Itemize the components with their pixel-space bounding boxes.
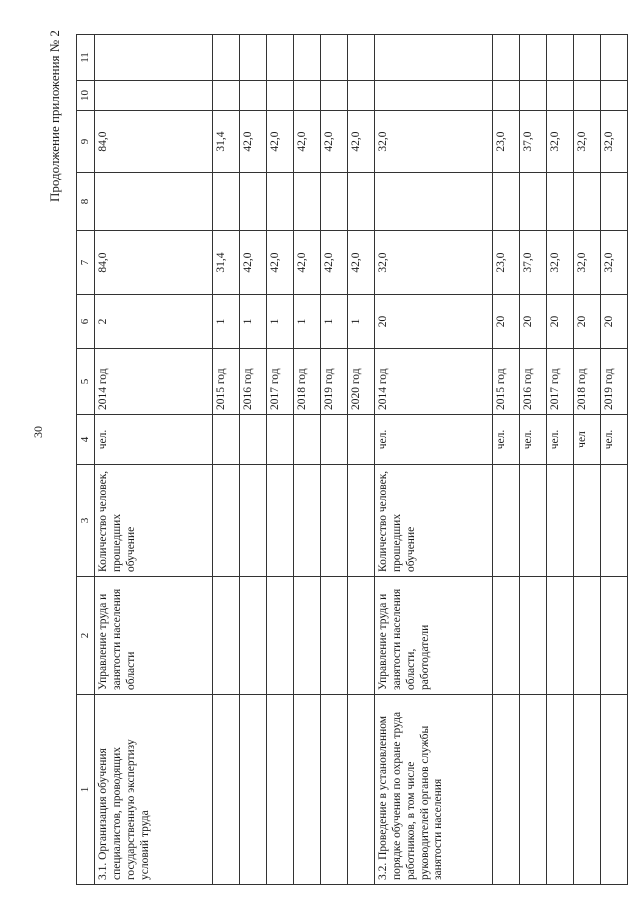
regional-budget-cell: 42,0: [240, 111, 267, 173]
federal-budget-cell: [493, 173, 520, 231]
total-amount-cell: 84,0: [95, 231, 213, 295]
total-amount-cell: 31,4: [213, 231, 240, 295]
quantity-cell: 1: [213, 295, 240, 349]
unit-cell: чел.: [547, 415, 574, 465]
total-amount-cell: 32,0: [375, 231, 493, 295]
quantity-cell: 1: [267, 295, 294, 349]
activity-cell-empty: [321, 695, 348, 885]
activity-cell-empty: [348, 695, 375, 885]
quantity-cell: 1: [294, 295, 321, 349]
local-budget-cell: [213, 81, 240, 111]
executor-cell-empty: [601, 577, 628, 695]
year-cell: 2020 год: [348, 349, 375, 415]
table-row: [520, 35, 547, 885]
page-number: 30: [31, 426, 45, 438]
unit-cell: чел.: [493, 415, 520, 465]
federal-budget-cell: [348, 173, 375, 231]
executor-cell-empty: [321, 577, 348, 695]
quantity-cell: 1: [240, 295, 267, 349]
total-amount-cell: 42,0: [240, 231, 267, 295]
total-amount-cell: 37,0: [520, 231, 547, 295]
year-cell: 2015 год: [213, 349, 240, 415]
indicator-cell-empty: [267, 465, 294, 577]
unit-cell: чел: [574, 415, 601, 465]
indicator-cell-empty: [493, 465, 520, 577]
total-amount-cell: 42,0: [321, 231, 348, 295]
indicator-cell-empty: [574, 465, 601, 577]
local-budget-cell: [267, 81, 294, 111]
other-sources-cell: [348, 35, 375, 81]
executor-cell-empty: [574, 577, 601, 695]
table-row: [240, 35, 267, 885]
unit-cell: [267, 415, 294, 465]
local-budget-cell: [375, 81, 493, 111]
table-row: [375, 35, 493, 885]
executor-cell-empty: [348, 577, 375, 695]
other-sources-cell: [95, 35, 213, 81]
quantity-cell: 2: [95, 295, 213, 349]
indicator-cell-empty: [321, 465, 348, 577]
column-number: 10: [77, 81, 95, 111]
year-cell: 2018 год: [294, 349, 321, 415]
unit-cell: чел.: [520, 415, 547, 465]
regional-budget-cell: 37,0: [520, 111, 547, 173]
executor-cell-empty: [213, 577, 240, 695]
executor-cell: Управление труда и занятости населения области, работодатели: [375, 577, 493, 695]
table-row: [547, 35, 574, 885]
executor-cell-empty: [267, 577, 294, 695]
year-cell: 2019 год: [601, 349, 628, 415]
activity-cell-empty: [493, 695, 520, 885]
quantity-cell: 20: [520, 295, 547, 349]
local-budget-cell: [574, 81, 601, 111]
indicator-cell-empty: [348, 465, 375, 577]
local-budget-cell: [520, 81, 547, 111]
local-budget-cell: [493, 81, 520, 111]
total-amount-cell: 42,0: [267, 231, 294, 295]
indicator-cell-empty: [547, 465, 574, 577]
local-budget-cell: [294, 81, 321, 111]
executor-cell-empty: [240, 577, 267, 695]
table-row: [321, 35, 348, 885]
column-number-row: [77, 35, 95, 885]
regional-budget-cell: 84,0: [95, 111, 213, 173]
table-row: [574, 35, 601, 885]
other-sources-cell: [574, 35, 601, 81]
activity-cell-empty: [547, 695, 574, 885]
regional-budget-cell: 42,0: [321, 111, 348, 173]
unit-cell: [213, 415, 240, 465]
activity-cell-empty: [574, 695, 601, 885]
activity-cell-empty: [294, 695, 321, 885]
year-cell: 2016 год: [520, 349, 547, 415]
column-number: 4: [77, 415, 95, 465]
federal-budget-cell: [547, 173, 574, 231]
other-sources-cell: [213, 35, 240, 81]
other-sources-cell: [375, 35, 493, 81]
table-row: [95, 35, 213, 885]
indicator-cell-empty: [240, 465, 267, 577]
column-number: 5: [77, 349, 95, 415]
unit-cell: [348, 415, 375, 465]
total-amount-cell: 23,0: [493, 231, 520, 295]
table-row: [267, 35, 294, 885]
quantity-cell: 20: [375, 295, 493, 349]
regional-budget-cell: 42,0: [294, 111, 321, 173]
other-sources-cell: [240, 35, 267, 81]
federal-budget-cell: [240, 173, 267, 231]
regional-budget-cell: 42,0: [348, 111, 375, 173]
local-budget-cell: [321, 81, 348, 111]
other-sources-cell: [294, 35, 321, 81]
quantity-cell: 20: [601, 295, 628, 349]
federal-budget-cell: [574, 173, 601, 231]
federal-budget-cell: [267, 173, 294, 231]
regional-budget-cell: 32,0: [601, 111, 628, 173]
quantity-cell: 20: [547, 295, 574, 349]
federal-budget-cell: [321, 173, 348, 231]
unit-cell: [321, 415, 348, 465]
rotated-table-wrapper: [76, 35, 626, 885]
regional-budget-cell: 32,0: [574, 111, 601, 173]
column-number: 6: [77, 295, 95, 349]
other-sources-cell: [321, 35, 348, 81]
total-amount-cell: 32,0: [547, 231, 574, 295]
total-amount-cell: 32,0: [601, 231, 628, 295]
year-cell: 2014 год: [375, 349, 493, 415]
table-row: [601, 35, 628, 885]
regional-budget-cell: 32,0: [547, 111, 574, 173]
program-measures-table: [76, 34, 628, 885]
year-cell: 2017 год: [547, 349, 574, 415]
executor-cell-empty: [294, 577, 321, 695]
other-sources-cell: [267, 35, 294, 81]
other-sources-cell: [547, 35, 574, 81]
quantity-cell: 20: [574, 295, 601, 349]
executor-cell: Управление труда и занятости населения области: [95, 577, 213, 695]
federal-budget-cell: [601, 173, 628, 231]
total-amount-cell: 42,0: [348, 231, 375, 295]
unit-cell: чел.: [601, 415, 628, 465]
year-cell: 2019 год: [321, 349, 348, 415]
local-budget-cell: [601, 81, 628, 111]
local-budget-cell: [95, 81, 213, 111]
executor-cell-empty: [493, 577, 520, 695]
indicator-cell-empty: [601, 465, 628, 577]
local-budget-cell: [348, 81, 375, 111]
year-cell: 2017 год: [267, 349, 294, 415]
column-number: 8: [77, 173, 95, 231]
year-cell: 2016 год: [240, 349, 267, 415]
regional-budget-cell: 42,0: [267, 111, 294, 173]
activity-cell-empty: [267, 695, 294, 885]
column-number: 2: [77, 577, 95, 695]
indicator-cell-empty: [213, 465, 240, 577]
column-number: 1: [77, 695, 95, 885]
indicator-cell-empty: [294, 465, 321, 577]
column-number: 11: [77, 35, 95, 81]
activity-cell: 3.2. Проведение в установленном порядке обучения по охране труда работников, в том числе руководителей органов службы занятости населения: [375, 695, 493, 885]
appendix-continuation-note: Продолжение приложения № 2: [47, 30, 62, 202]
year-cell: 2015 год: [493, 349, 520, 415]
column-number: 9: [77, 111, 95, 173]
total-amount-cell: 32,0: [574, 231, 601, 295]
quantity-cell: 1: [321, 295, 348, 349]
quantity-cell: 20: [493, 295, 520, 349]
executor-cell-empty: [520, 577, 547, 695]
indicator-cell: Количество человек, прошедших обучение: [375, 465, 493, 577]
federal-budget-cell: [375, 173, 493, 231]
table-body: [95, 35, 628, 885]
total-amount-cell: 42,0: [294, 231, 321, 295]
year-cell: 2014 год: [95, 349, 213, 415]
indicator-cell: Количество человек, прошедших обучение: [95, 465, 213, 577]
federal-budget-cell: [213, 173, 240, 231]
table-row: [348, 35, 375, 885]
unit-cell: чел.: [95, 415, 213, 465]
activity-cell-empty: [213, 695, 240, 885]
other-sources-cell: [493, 35, 520, 81]
local-budget-cell: [547, 81, 574, 111]
column-number: 7: [77, 231, 95, 295]
other-sources-cell: [520, 35, 547, 81]
federal-budget-cell: [95, 173, 213, 231]
local-budget-cell: [240, 81, 267, 111]
year-cell: 2018 год: [574, 349, 601, 415]
federal-budget-cell: [520, 173, 547, 231]
activity-cell-empty: [240, 695, 267, 885]
regional-budget-cell: 32,0: [375, 111, 493, 173]
activity-cell: 3.1. Организация обучения специалистов, проводящих государственную экспертизу условий труда: [95, 695, 213, 885]
unit-cell: [294, 415, 321, 465]
table-row: [493, 35, 520, 885]
quantity-cell: 1: [348, 295, 375, 349]
other-sources-cell: [601, 35, 628, 81]
regional-budget-cell: 31,4: [213, 111, 240, 173]
federal-budget-cell: [294, 173, 321, 231]
table-row: [213, 35, 240, 885]
unit-cell: [240, 415, 267, 465]
executor-cell-empty: [547, 577, 574, 695]
indicator-cell-empty: [520, 465, 547, 577]
activity-cell-empty: [520, 695, 547, 885]
column-number: 3: [77, 465, 95, 577]
activity-cell-empty: [601, 695, 628, 885]
table-row: [294, 35, 321, 885]
unit-cell: чел.: [375, 415, 493, 465]
regional-budget-cell: 23,0: [493, 111, 520, 173]
